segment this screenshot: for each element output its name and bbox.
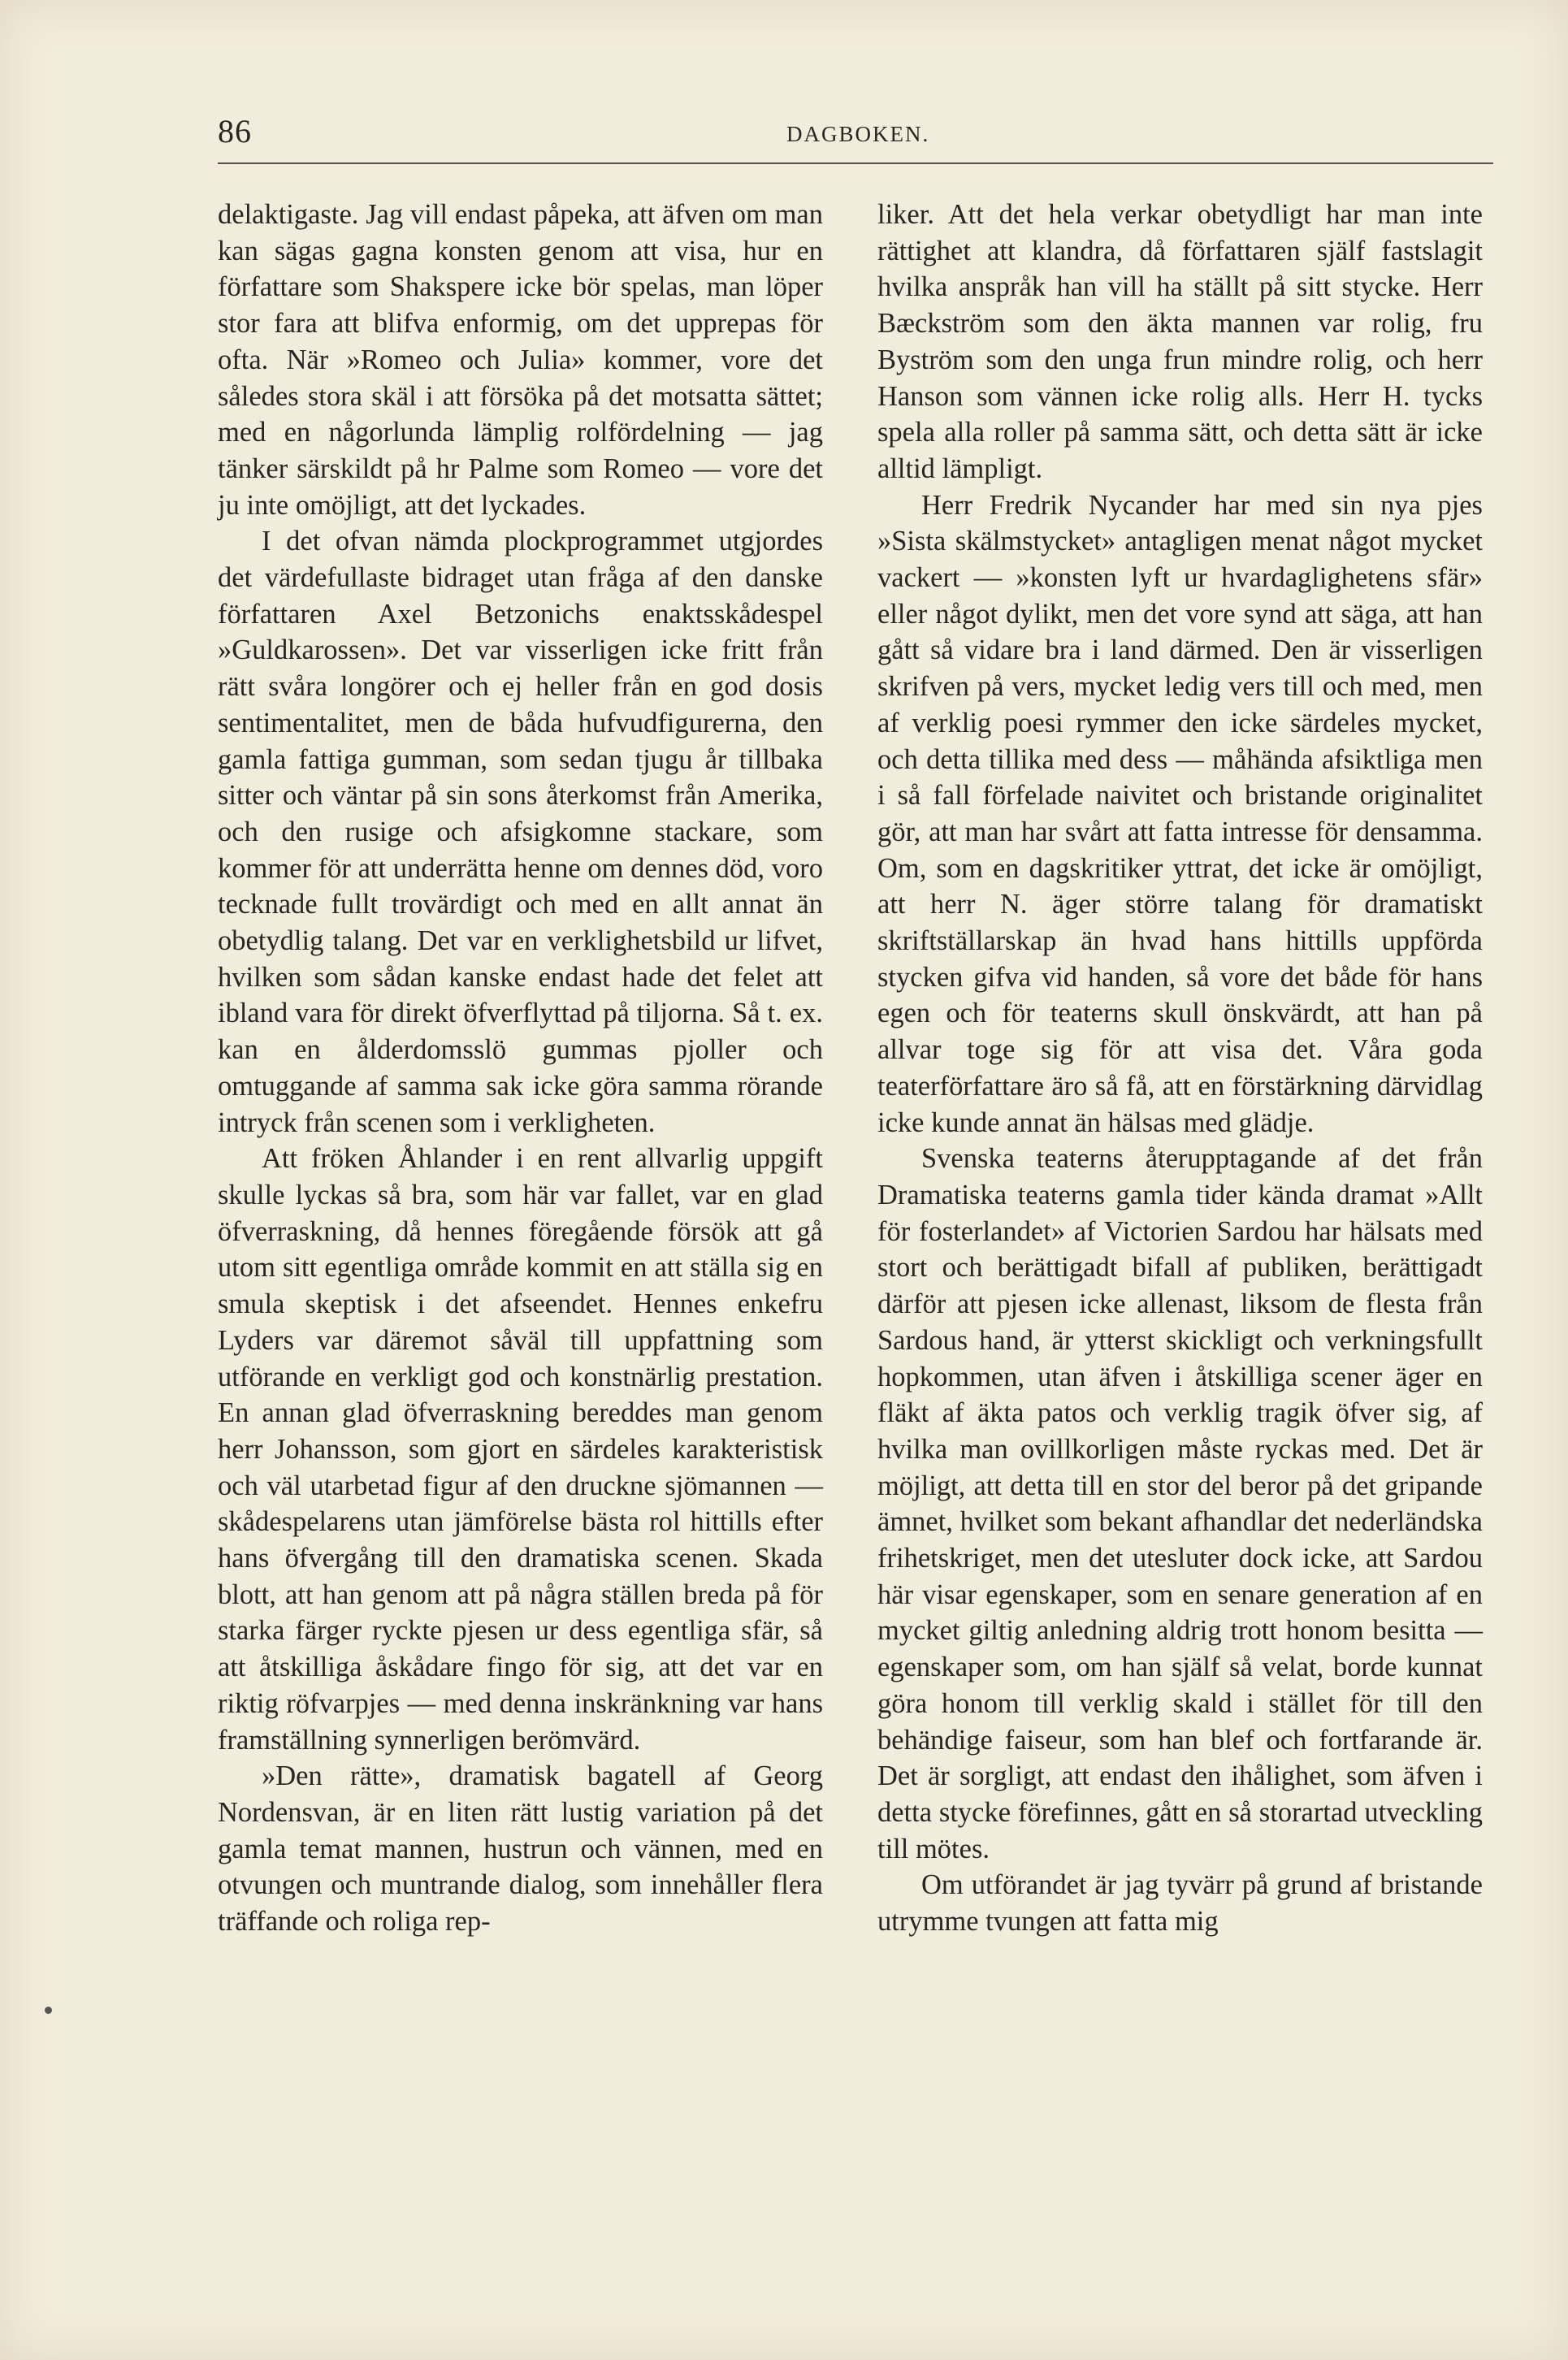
paragraph: delaktigaste. Jag vill endast påpeka, att äfven om man kan sägas gagna konsten genom att visa, hur en författare som Shakspere icke bör spelas, man löper stor fara att blifva enformig, om det upprepas för ofta. När »Romeo och Julia» kommer, vore det således stora skäl i att försöka på det motsatta sättet; med en någorlunda lämplig rolfördelning — jag tänker särskildt på hr Palme som Romeo — vore det ju inte omöjligt, att det lyckades.: [218, 199, 823, 521]
paragraph: Svenska teaterns återupptagande af det från Dramatiska teaterns gamla tider kända dramat »Allt för fosterlandet» af Victorien Sardou har hälsats med stort och berättigadt bifall af publiken, berättigadt därför att pjesen icke allenast, liksom de flesta från Sardous hand, är ytterst skickligt och verkningsfullt hopkommen, utan äfven i åtskilliga scener äger en fläkt af äkta patos och verklig tragik öfver sig, af hvilka man ovillkorligen måste ryckas med. Det är möjligt, att detta till en stor del beror på det gripande ämnet, hvilket som bekant afhandlar det nederländska frihetskriget, men det utesluter dock icke, att Sardou här visar egenskaper, som en senare generation af en mycket giltig anledning aldrig trott honom besitta — egenskaper som, om han själf så velat, borde kunnat göra honom till verklig skald i stället för till den behändige faiseur, som han blef och fortfarande är. Det är sorgligt, att endast den ihålighet, som äfven i detta stycke förefinnes, gått en så storartad utveckling till mötes.: [877, 1143, 1483, 1864]
running-title: DAGBOKEN.: [786, 122, 930, 146]
paragraph: Om utförandet är jag tyvärr på grund af bristande utrymme tvungen att fatta mig: [877, 1869, 1483, 1938]
margin-dot: [45, 2007, 52, 2014]
paragraph: »Den rätte», dramatisk bagatell af Georg Nordensvan, är en liten rätt lustig variation på det gamla temat mannen, hustrun och vännen, med en otvungen och muntrande dialog, som innehåller flera träffande och roliga rep-: [218, 1760, 823, 1938]
page-number: 86: [218, 113, 252, 149]
paragraph: liker. Att det hela verkar obetydligt har man inte rättighet att klandra, då författaren själf fastslagit hvilka anspråk han vill ha ställt på sitt stycke. Herr Bæckström som den äkta mannen var rolig, fru Byström som den unga frun mindre rolig, och herr Hanson som vännen icke rolig alls. Herr H. tycks spela alla roller på samma sätt, och detta sätt är icke alltid lämpligt.: [877, 199, 1483, 484]
right-column: [877, 197, 1483, 1940]
left-column: [218, 197, 823, 1940]
paragraph: Att fröken Åhlander i en rent allvarlig uppgift skulle lyckas så bra, som här var fallet, var en glad öfverraskning, då hennes föregående försök att gå utom sitt egentliga område kommit en att ställa sig en smula skeptisk i det afseendet. Hennes enkefru Lyders var däremot såväl till uppfattning som utförande en verkligt god och konstnärlig prestation. En annan glad öfverraskning bereddes man genom herr Johansson, som gjort en särdeles karakteristisk och väl utarbetad figur af den druckne sjömannen — skådespelarens utan jämförelse bästa rol hittills efter hans öfvergång till den dramatiska scenen. Skada blott, att han genom att på några ställen breda på för starka färger ryckte pjesen ur dess egentliga sfär, så att åtskilliga åskådare fingo för sig, att det var en riktig röfvarpjes — med denna inskränkning var hans framställning synnerligen berömvärd.: [218, 1143, 823, 1756]
paragraph: Herr Fredrik Nycander har med sin nya pjes »Sista skälmstycket» antagligen menat något mycket vackert — »konsten lyft ur hvardaglighetens sfär» eller något dylikt, men det vore synd att säga, att han gått så vidare bra i land därmed. Den är visserligen skrifven på vers, mycket ledig vers till och med, men af verklig poesi rymmer den icke särdeles mycket, och detta tillika med dess — måhända afsiktliga men i så fall förfelade naivitet och bristande originalitet gör, att man har svårt att fatta intresse för densamma. Om, som en dagskritiker yttrat, det icke är omöjligt, att herr N. äger större talang för dramatiskt skriftställarskap än hvad hans hittills uppförda stycken gifva vid handen, så vore det både för hans egen och för teaterns skull önskvärdt, att han på allvar toge sig för att visa det. Våra goda teaterförfattare äro så få, att en förstärkning därvidlag icke kunde annat än hälsas med glädje.: [877, 489, 1483, 1138]
paragraph: I det ofvan nämda plockprogrammet utgjordes det värdefullaste bidraget utan fråga af den danske författaren Axel Betzonichs enaktsskådespel »Guldkarossen». Det var visserligen icke fritt från rätt svåra longörer och ej heller från en god dosis sentimentalitet, men de båda hufvudfigurerna, den gamla fattiga gumman, som sedan tjugu år tillbaka sitter och väntar på sin sons återkomst från Amerika, och den rusige och afsigkomne stackare, som kommer för att underrätta henne om dennes död, voro tecknade fullt trovärdigt och med en allt annat än obetydlig talang. Det var en verklighetsbild ur lifvet, hvilken som sådan kanske endast hade det felet att ibland vara för direkt öfverflyttad på tiljorna. Så t. ex. kan en ålderdomsslö gummas pjoller och omtuggande af samma sak icke göra samma rörande intryck från scenen som i verkligheten.: [218, 526, 823, 1138]
page-header: [218, 104, 1493, 169]
header-rule: [218, 162, 1493, 164]
